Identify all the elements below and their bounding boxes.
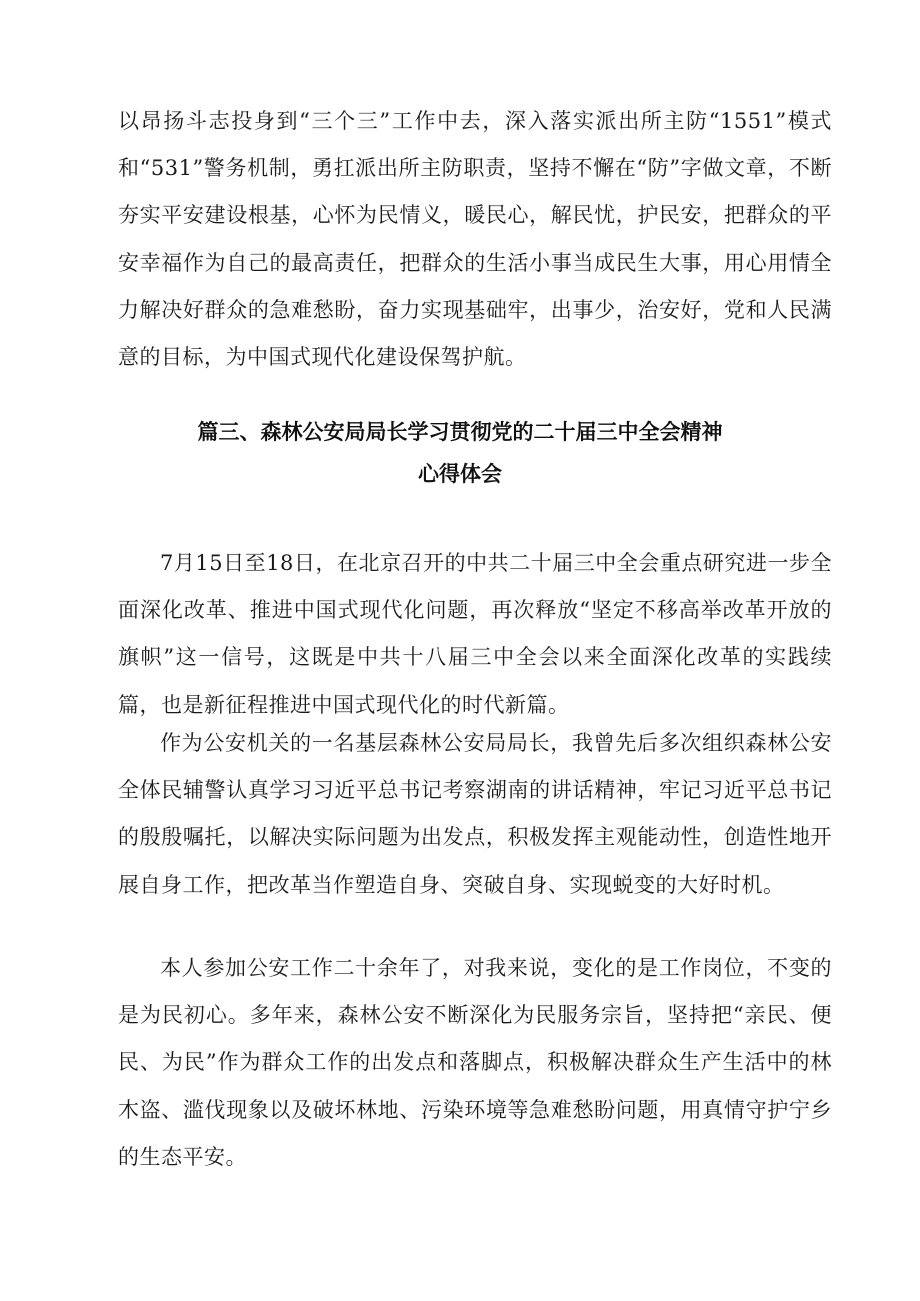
body-paragraph-1: 7月15日至18日，在北京召开的中共二十届三中全会重点研究进一步全面深化改革、推进中国式现代化问题，再次释放“坚定不移高举改革开放的旗帜”这一信号，这既是中共十八届三中全会以来全面深化改革的实践续篇，也是新征程推进中国式现代化的时代新篇。 <box>118 551 832 717</box>
body-paragraph-3: 本人参加公安工作二十余年了，对我来说，变化的是工作岗位，不变的是为民初心。多年来，森林公安不断深化为民服务宗旨，坚持把“亲民、便民、为民”作为群众工作的出发点和落脚点，积极解决群众生产生活中的林木盗、滥伐现象以及破坏林地、污染环境等急难愁盼问题，用真情守护宁乡的生态平安。 <box>118 956 832 1169</box>
section-title-line-1: 篇三、森林公安局局长学习贯彻党的二十届三中全会精神 <box>197 420 723 444</box>
section-title-line-2: 心得体会 <box>418 462 502 486</box>
section-title <box>0 411 920 495</box>
body-paragraph-2: 作为公安机关的一名基层森林公安局局长，我曾先后多次组织森林公安全体民辅警认真学习习近平总书记考察湖南的讲话精神，牢记习近平总书记的殷殷嘱托，以解决实际问题为出发点，积极发挥主观能动性，创造性地开展自身工作，把改革当作塑造自身、突破自身、实现蜕变的大好时机。 <box>118 731 832 897</box>
continued-paragraph: 以昂扬斗志投身到“三个三”工作中去，深入落实派出所主防“1551”模式和“531”警务机制，勇扛派出所主防职责，坚持不懈在“防”字做文章，不断夯实平安建设根基，心怀为民情义，暖民心，解民忧，护民安，把群众的平安幸福作为自己的最高责任，把群众的生活小事当成民生大事，用心用情全力解决好群众的急难愁盼，奋力实现基础牢，出事少，治安好，党和人民满意的目标，为中国式现代化建设保驾护航。 <box>118 109 832 370</box>
